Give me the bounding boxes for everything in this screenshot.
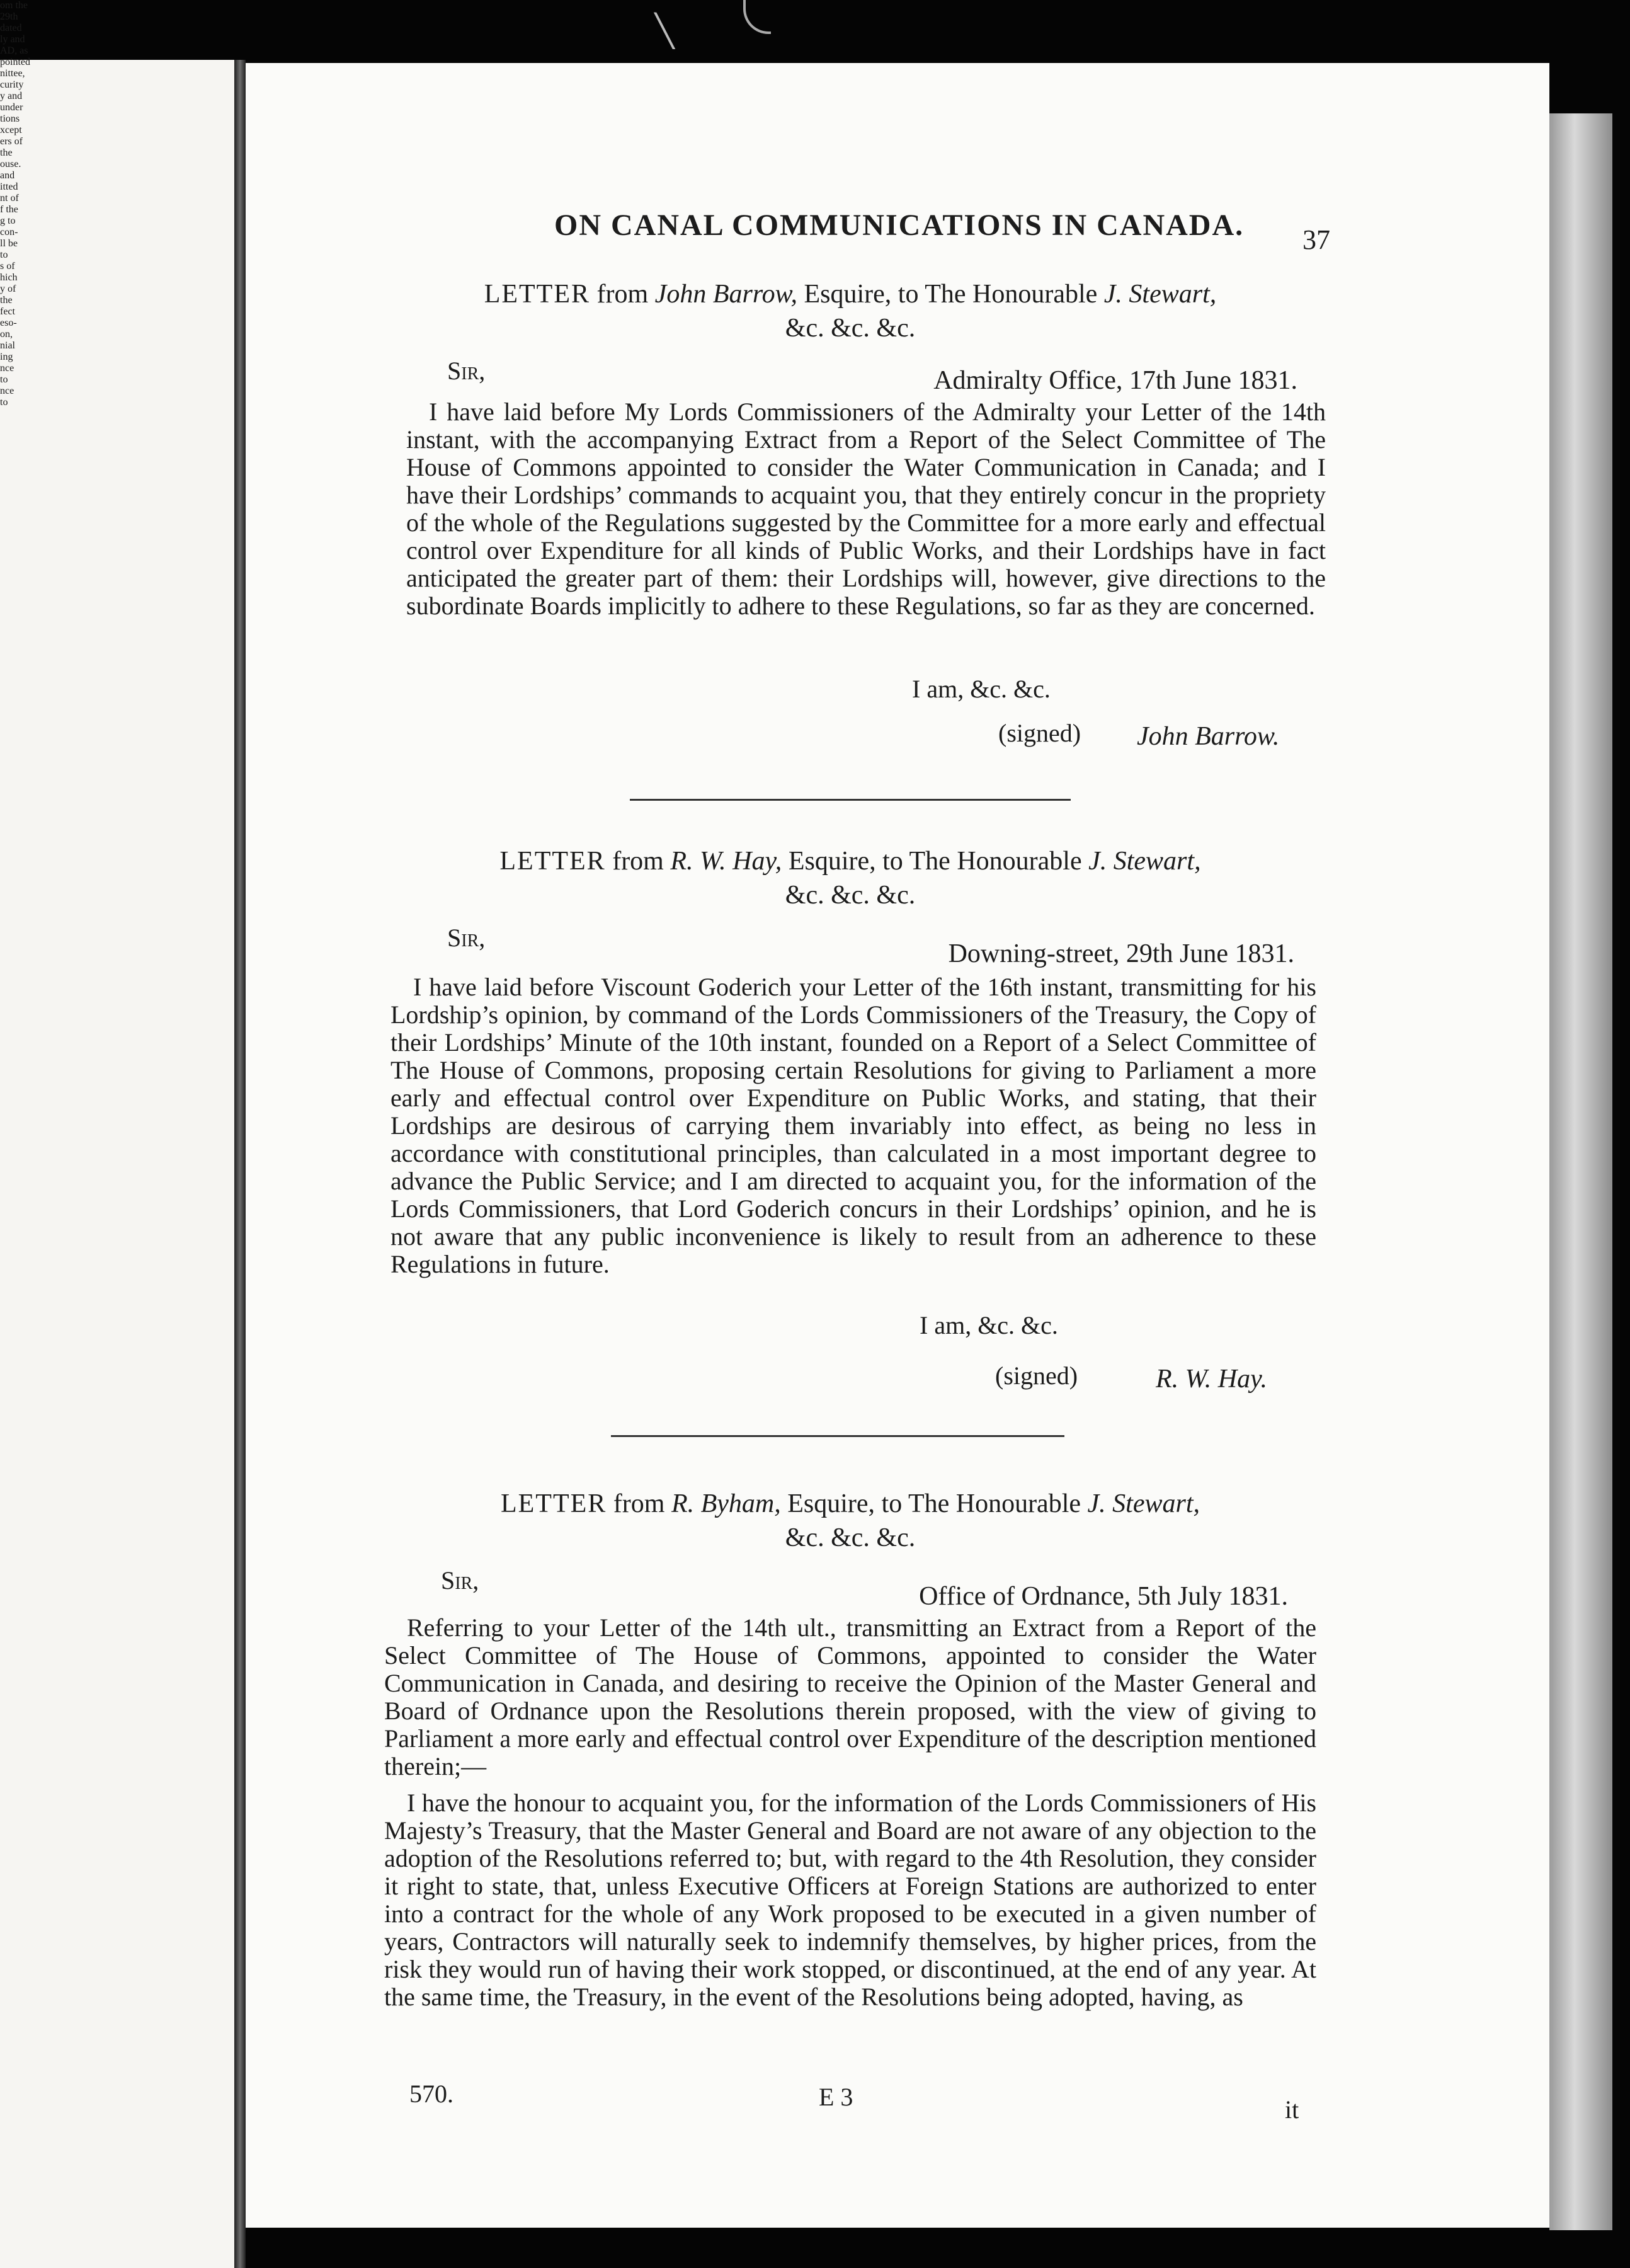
left-page-fragment: on,	[0, 329, 13, 340]
letter-sender: John Barrow,	[654, 280, 797, 309]
salutation: Sir,	[447, 924, 486, 952]
signed-label: (signed)	[998, 719, 1081, 747]
letter-heading-word: LETTER	[500, 1489, 607, 1518]
left-page-fragment: 29th	[0, 11, 18, 22]
letter-from: from	[590, 280, 655, 309]
left-page-fragment: ing	[0, 352, 13, 362]
left-page-fragment: under	[0, 102, 23, 113]
closing: I am, &c. &c.	[912, 675, 1051, 703]
left-page-fragment: ll be	[0, 238, 18, 249]
left-page-fragment: the	[0, 295, 13, 306]
left-page-fragment: ers of	[0, 136, 23, 147]
left-page-fragment: nt of	[0, 193, 19, 203]
letter-heading-word: LETTER	[499, 847, 606, 876]
left-page-fragment: itted	[0, 181, 18, 192]
left-page-fragment: fect	[0, 306, 15, 317]
letter-etc: &c. &c. &c.	[785, 314, 916, 343]
scan-artifact	[743, 0, 771, 34]
letter-body	[406, 398, 1326, 620]
left-page-fragment: tions	[0, 113, 20, 124]
left-page-text-fragments	[0, 0, 234, 2268]
dateline: Office of Ordnance, 5th July 1831.	[919, 1582, 1288, 1611]
letter-paragraph: Referring to your Letter of the 14th ult., transmitting an Extract from a Report of the Select Committee of The House of Commons, appointed to consider the Water Communication in Canada, and desiring to receive the Opinion of the Master General and Board of Ordnance upon the Resolutions therein proposed, with the view of giving to Parliament a more early and effectual control over Expenditure of the description mentioned therein;—	[384, 1613, 1316, 1780]
left-page-fragment: curity	[0, 79, 24, 90]
left-page-fragment: y of	[0, 284, 16, 294]
left-page-fragment: nittee,	[0, 68, 25, 79]
left-page-fragment: to	[0, 249, 8, 260]
signatory: John Barrow.	[1137, 722, 1280, 751]
letter-paragraph: I have laid before Viscount Goderich your Letter of the 16th instant, transmitting for his Lordship’s opinion, by command of the Lords Commissioners of the Treasury, the Copy of their Lordships’ Minute of the 10th instant, founded on a Report of a Select Committee of The House of Commons, proposing certain Resolutions for giving to Parliament a more early and effectual control over Expenditure on Public Works, and stating, that their Lordships are desirous of carrying them invariably into effect, as being no less in accordance with constitutional principles, than calculated in a most important degree to advance the Public Service; and I am directed to acquaint you, for the information of the Lords Commissioners, that Lord Goderich concurs in their Lordships’ opinion, and he is not aware that any public inconvenience is likely to result from an adherence to these Regulations in future.	[390, 973, 1316, 1278]
left-page-fragment: hich	[0, 272, 18, 283]
left-page-fragment: dated	[0, 23, 22, 33]
letter-recipient: J. Stewart,	[1087, 1489, 1200, 1518]
dateline: Admiralty Office, 17th June 1831.	[933, 366, 1297, 395]
left-page-fragment: eso-	[0, 318, 17, 328]
left-page-fragment: to	[0, 374, 8, 385]
letter-from: from	[607, 1489, 671, 1518]
signature-mark: E 3	[819, 2083, 853, 2111]
letter-paragraph: I have the honour to acquaint you, for the information of the Lords Commissioners of His Majesty’s Treasury, that the Master General and Board are not aware of any objection to the adoption of the Resolutions referred to; but, with regard to the 4th Resolution, they consider it right to state, that, unless Executive Officers at Foreign Stations are authorized to enter into a contract for the whole of any Work proposed to be executed in a given number of years, Contractors will naturally seek to indemnify themselves, by higher prices, from the risk they would run of having their work stopped, or discontinued, at the end of any year. At the same time, the Treasury, in the event of the Resolutions being adopted, having, as	[384, 1789, 1316, 2011]
section-divider	[630, 799, 1071, 801]
left-page-fragment: the	[0, 147, 13, 158]
letter-mid: Esquire, to The Honourable	[797, 280, 1104, 309]
closing: I am, &c. &c.	[920, 1311, 1058, 1339]
left-page-fragment: ly and	[0, 34, 25, 45]
letter-recipient: J. Stewart,	[1103, 280, 1217, 309]
scan-artifact: ╲	[655, 13, 675, 49]
letter-heading	[378, 1487, 1323, 1555]
salutation: Sir,	[447, 357, 486, 385]
letter-mid: Esquire, to The Honourable	[780, 1489, 1088, 1518]
left-page-fragment: y and	[0, 91, 23, 101]
letter-body	[384, 1789, 1316, 2011]
left-page-fragment: ouse.	[0, 159, 21, 169]
dateline: Downing-street, 29th June 1831.	[948, 939, 1294, 968]
left-page-fragment: g to	[0, 215, 16, 226]
left-page-fragment: nce	[0, 386, 14, 396]
letter-recipient: J. Stewart,	[1088, 847, 1201, 876]
letter-etc: &c. &c. &c.	[785, 881, 916, 910]
left-page-fragment: nial	[0, 340, 15, 351]
letter-body	[384, 1614, 1316, 1780]
letter-sender: R. Byham,	[671, 1489, 781, 1518]
salutation: Sir,	[441, 1566, 479, 1595]
letter-etc: &c. &c. &c.	[785, 1523, 916, 1552]
left-page-fragment: f the	[0, 204, 18, 215]
letter-paragraph: I have laid before My Lords Commissioners of the Admiralty your Letter of the 14th instant, with the accompanying Extract from a Report of the Select Committee of The House of Commons appointed to consider the Water Communication in Canada; and I have their Lordships’ commands to acquaint you, that they entirely concur in the propriety of the whole of the Regulations suggested by the Committee for a more early and effectual control over Expenditure for all kinds of Public Works, and their Lordships have in fact anticipated the greater part of them: their Lordships will, however, give directions to the subordinate Boards implicitly to adhere to these Regulations, so far as they are concerned.	[406, 398, 1326, 620]
letter-mid: Esquire, to The Honourable	[782, 847, 1089, 876]
running-header: ON CANAL COMMUNICATIONS IN CANADA.	[554, 209, 1245, 242]
left-page-fragment: s of	[0, 261, 15, 272]
left-page-fragment: con-	[0, 227, 18, 238]
page-edge	[1549, 113, 1612, 2230]
section-divider	[611, 1435, 1064, 1437]
left-page-fragment: om the	[0, 0, 28, 11]
page-number: 37	[1302, 224, 1330, 255]
letter-heading	[378, 844, 1323, 912]
left-page-fragment: and	[0, 170, 15, 181]
catchword: it	[1285, 2095, 1299, 2124]
letter-heading-word: LETTER	[484, 280, 591, 309]
left-page-fragment: xcept	[0, 125, 22, 135]
signatory: R. W. Hay.	[1156, 1365, 1267, 1394]
book-gutter	[234, 60, 246, 2268]
left-page-fragment: to	[0, 397, 8, 408]
left-page-fragment: pointed	[0, 57, 30, 67]
left-page-fragment: AD, as	[0, 45, 28, 56]
letter-body	[390, 973, 1316, 1278]
letter-sender: R. W. Hay,	[670, 847, 782, 876]
left-page-fragment: nce	[0, 363, 14, 374]
letter-from: from	[605, 847, 671, 876]
letter-heading	[378, 277, 1323, 345]
document-number: 570.	[409, 2080, 453, 2108]
signed-label: (signed)	[995, 1361, 1078, 1390]
